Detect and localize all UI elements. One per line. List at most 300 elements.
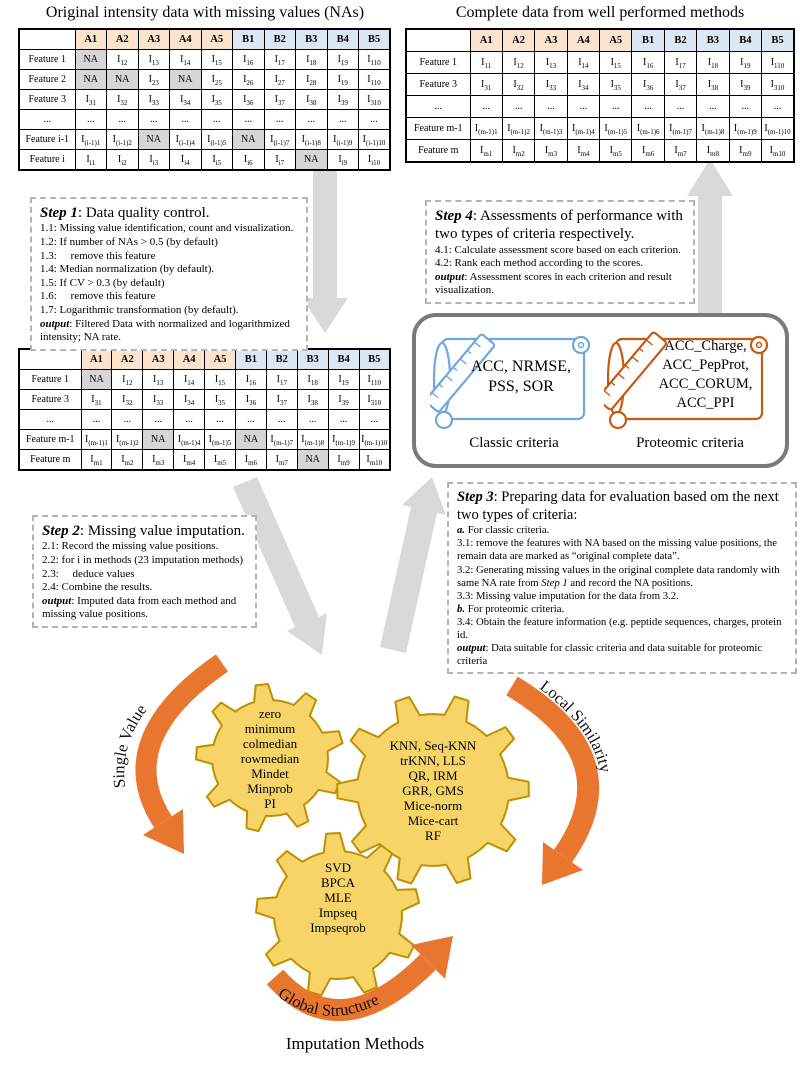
method-name: rowmedian: [240, 751, 300, 766]
value-cell: $I_{(m-1)10}$: [762, 118, 794, 140]
value-cell: ...: [502, 96, 534, 118]
value-cell: $I_{(m-1)9}$: [729, 118, 761, 140]
value-cell: $I_{i5}$: [201, 150, 233, 171]
row-label: Feature 3: [19, 390, 81, 410]
value-cell: $I_{(m-1)8}$: [697, 118, 729, 140]
value-cell: $I_{14}$: [174, 370, 205, 390]
step1-heading: Step 1: Data quality control.: [40, 205, 210, 221]
value-cell: $I_{m3}$: [143, 450, 174, 471]
value-cell: ...: [205, 410, 236, 430]
value-cell: $I_{110}$: [359, 50, 391, 70]
value-cell: $I_{15}$: [201, 50, 233, 70]
value-cell: $I_{(i-1)10}$: [359, 130, 391, 150]
value-cell: $I_{m3}$: [535, 140, 567, 163]
classic-criterion: PSS, SOR: [488, 378, 554, 395]
step2-line: output: Imputed data from each method and missing value positions.: [42, 594, 240, 621]
value-cell: $I_{310}$: [762, 74, 794, 96]
value-cell: $I_{m9}$: [328, 450, 359, 471]
value-cell: $I_{310}$: [359, 90, 391, 110]
value-cell: $I_{17}$: [664, 52, 696, 74]
column-header: A1: [75, 29, 107, 50]
value-cell: ...: [235, 410, 266, 430]
column-header: A2: [107, 29, 139, 50]
table-row: [19, 410, 390, 430]
step2-line: 2.4: Combine the results.: [42, 581, 153, 594]
value-cell: $I_{(m-1)2}$: [502, 118, 534, 140]
value-cell: ...: [75, 110, 107, 130]
row-label: Feature 1: [19, 50, 75, 70]
step2-line: 2.2: for i in methods (23 imputation methods): [42, 553, 244, 566]
value-cell: $I_{13}$: [143, 370, 174, 390]
value-cell: $I_{(m-1)7}$: [266, 430, 297, 450]
step3-line: 3.4: Obtain the feature information (e.g. peptide sequences, charges, protein id.: [457, 615, 785, 641]
value-cell: ...: [296, 110, 328, 130]
classic-criterion: ACC, NRMSE,: [470, 358, 572, 375]
value-cell: ...: [201, 110, 233, 130]
value-cell: $I_{18}$: [297, 370, 328, 390]
method-name: MLE: [324, 890, 352, 905]
left-table-title: Original intensity data with missing values (NAs): [45, 4, 365, 21]
value-cell: $I_{(m-1)7}$: [664, 118, 696, 140]
value-cell: $I_{i4}$: [170, 150, 202, 171]
method-name: colmedian: [242, 736, 298, 751]
row-label: Feature i: [19, 150, 75, 171]
method-name: zero: [258, 706, 282, 721]
value-cell: $I_{m10}$: [359, 450, 390, 471]
value-cell: ...: [264, 110, 296, 130]
corner-header: [19, 29, 75, 50]
value-cell: $I_{m1}$: [470, 140, 502, 163]
value-cell: $I_{m1}$: [81, 450, 112, 471]
value-cell: ...: [233, 110, 265, 130]
step3-line: b. For proteomic criteria.: [457, 602, 565, 615]
row-label: Feature 1: [406, 52, 470, 74]
column-header: B3: [296, 29, 328, 50]
table-row: [19, 450, 390, 471]
method-name: KNN, Seq-KNN: [389, 738, 477, 753]
step4-line: 4.1: Calculate assessment score based on each criterion.: [435, 243, 681, 256]
step4-box: [425, 200, 695, 304]
column-header: A1: [470, 29, 502, 52]
value-cell: $I_{32}$: [107, 90, 139, 110]
value-cell: $I_{36}$: [233, 90, 265, 110]
classic-criteria-label: Classic criteria: [469, 435, 559, 451]
value-cell: $I_{33}$: [138, 90, 170, 110]
value-cell: $I_{37}$: [266, 390, 297, 410]
value-cell: ...: [266, 410, 297, 430]
row-label: Feature 3: [406, 74, 470, 96]
column-header: B1: [233, 29, 265, 50]
step4-line: 4.2: Rank each method according to the scores.: [435, 257, 644, 270]
value-cell: ...: [535, 96, 567, 118]
na-cell: NA: [107, 70, 139, 90]
single-value-arrow-label: Single Value: [109, 700, 151, 789]
column-header: A5: [201, 29, 233, 50]
original-data-table: [18, 28, 391, 171]
value-cell: $I_{15}$: [205, 370, 236, 390]
local-similarity-arrow-label: Local Similarity: [536, 676, 616, 775]
value-cell: $I_{18}$: [296, 50, 328, 70]
method-name: trKNN, LLS: [400, 753, 466, 768]
step1-line: 1.4: Median normalization (by default).: [40, 263, 215, 276]
value-cell: $I_{m6}$: [235, 450, 266, 471]
value-cell: $I_{m7}$: [266, 450, 297, 471]
step3-line: 3.1: remove the features with NA based on the missing value positions, the remain data are marked as “original complete data”.: [457, 537, 780, 563]
right-table-title: Complete data from well performed methods: [455, 4, 745, 21]
column-header: A4: [567, 29, 599, 52]
value-cell: $I_{(m-1)8}$: [297, 430, 328, 450]
value-cell: $I_{110}$: [762, 52, 794, 74]
value-cell: $I_{16}$: [632, 52, 664, 74]
column-header: A1: [81, 349, 112, 370]
method-name: QR, IRM: [408, 768, 458, 783]
value-cell: ...: [143, 410, 174, 430]
value-cell: $I_{13}$: [138, 50, 170, 70]
na-cell: NA: [138, 130, 170, 150]
column-header: B3: [697, 29, 729, 52]
value-cell: $I_{36}$: [632, 74, 664, 96]
value-cell: $I_{(m-1)4}$: [567, 118, 599, 140]
value-cell: $I_{110}$: [359, 370, 390, 390]
value-cell: $I_{13}$: [535, 52, 567, 74]
value-cell: $I_{i10}$: [359, 150, 391, 171]
table-row: [19, 130, 390, 150]
table-row: [19, 70, 390, 90]
value-cell: $I_{17}$: [266, 370, 297, 390]
proteomic-criterion: ACC_Charge,: [664, 338, 747, 354]
value-cell: $I_{16}$: [235, 370, 266, 390]
table-row: [19, 90, 390, 110]
proteomic-criteria-label: Proteomic criteria: [636, 435, 744, 451]
value-cell: $I_{m2}$: [502, 140, 534, 163]
step1-line: 1.7: Logarithmic transformation (by default).: [40, 304, 239, 317]
value-cell: $I_{(m-1)6}$: [632, 118, 664, 140]
column-header: A5: [600, 29, 632, 52]
value-cell: $I_{m10}$: [762, 140, 794, 163]
value-cell: ...: [170, 110, 202, 130]
value-cell: $I_{33}$: [535, 74, 567, 96]
global-structure-arrow-label: Global Structure: [274, 983, 382, 1020]
value-cell: $I_{39}$: [327, 90, 359, 110]
proteomic-criterion: ACC_PPI: [676, 394, 735, 411]
column-header: B2: [264, 29, 296, 50]
column-header: B5: [359, 29, 391, 50]
column-header: A2: [112, 349, 143, 370]
value-cell: $I_{25}$: [201, 70, 233, 90]
column-header: A3: [143, 349, 174, 370]
value-cell: $I_{34}$: [567, 74, 599, 96]
value-cell: $I_{(m-1)1}$: [470, 118, 502, 140]
row-label: Feature 3: [19, 90, 75, 110]
step1-line: 1.3: remove this feature: [40, 249, 156, 262]
proteomic-criteria-list: [638, 337, 773, 412]
value-cell: $I_{(m-1)5}$: [205, 430, 236, 450]
value-cell: $I_{(m-1)9}$: [328, 430, 359, 450]
step1-line: output: Filtered Data with normalized and logarithmized intensity; NA rate.: [40, 317, 293, 344]
value-cell: $I_{35}$: [600, 74, 632, 96]
method-name: Impseqrob: [310, 920, 366, 935]
step4-heading: Step 4: Assessments of performance with two types of criteria respectively.: [435, 208, 683, 243]
value-cell: $I_{(m-1)2}$: [112, 430, 143, 450]
na-cell: NA: [75, 50, 107, 70]
value-cell: $I_{38}$: [297, 390, 328, 410]
value-cell: ...: [138, 110, 170, 130]
value-cell: $I_{12}$: [107, 50, 139, 70]
row-label: Feature m: [19, 450, 81, 471]
single-value-methods: [210, 706, 330, 811]
value-cell: $I_{23}$: [138, 70, 170, 90]
value-cell: $I_{39}$: [729, 74, 761, 96]
value-cell: ...: [174, 410, 205, 430]
value-cell: $I_{(i-1)5}$: [201, 130, 233, 150]
method-name: PI: [264, 796, 276, 811]
value-cell: $I_{m7}$: [664, 140, 696, 163]
value-cell: $I_{18}$: [697, 52, 729, 74]
column-header: B5: [762, 29, 794, 52]
value-cell: $I_{34}$: [170, 90, 202, 110]
value-cell: $I_{(i-1)1}$: [75, 130, 107, 150]
complete-data-table: [405, 28, 795, 163]
value-cell: ...: [470, 96, 502, 118]
row-label: ...: [406, 96, 470, 118]
table-row: [406, 52, 794, 74]
value-cell: $I_{32}$: [502, 74, 534, 96]
value-cell: $I_{34}$: [174, 390, 205, 410]
step1-line: 1.5: If CV > 0.3 (by default): [40, 276, 165, 289]
corner-header: [406, 29, 470, 52]
value-cell: $I_{32}$: [112, 390, 143, 410]
value-cell: ...: [762, 96, 794, 118]
step3-line: a. For classic criteria.: [457, 524, 550, 537]
value-cell: $I_{37}$: [664, 74, 696, 96]
value-cell: $I_{11}$: [470, 52, 502, 74]
value-cell: $I_{(m-1)4}$: [174, 430, 205, 450]
table-row: [406, 74, 794, 96]
value-cell: $I_{(m-1)10}$: [359, 430, 390, 450]
value-cell: $I_{19}$: [327, 50, 359, 70]
table-row: [19, 370, 390, 390]
value-cell: $I_{14}$: [567, 52, 599, 74]
value-cell: $I_{19}$: [327, 70, 359, 90]
classic-criteria-list: [456, 357, 586, 397]
row-label: ...: [19, 110, 75, 130]
value-cell: $I_{i7}$: [264, 150, 296, 171]
value-cell: $I_{i1}$: [75, 150, 107, 171]
step3-line: 3.2: Generating missing values in the original complete data randomly with same NA rate from Step 1 and record the NA positions.: [457, 563, 783, 589]
na-cell: NA: [297, 450, 328, 471]
value-cell: ...: [664, 96, 696, 118]
row-label: Feature i-1: [19, 130, 75, 150]
value-cell: $I_{(m-1)5}$: [600, 118, 632, 140]
flow-arrow-gears-to-step3: [380, 477, 446, 653]
value-cell: $I_{i6}$: [233, 150, 265, 171]
step3-line: 3.3: Missing value imputation for the data from 3.2.: [457, 589, 679, 602]
step1-box: [30, 197, 308, 351]
step2-box: [32, 515, 257, 628]
corner-header: [19, 349, 81, 370]
value-cell: $I_{m8}$: [697, 140, 729, 163]
column-header: A4: [170, 29, 202, 50]
criteria-box: [412, 313, 789, 468]
table-row: [19, 50, 390, 70]
step4-line: output: Assessment scores in each criterion and result visualization.: [435, 270, 675, 297]
column-header: B4: [327, 29, 359, 50]
value-cell: $I_{(i-1)9}$: [327, 130, 359, 150]
value-cell: $I_{17}$: [264, 50, 296, 70]
value-cell: $I_{i9}$: [327, 150, 359, 171]
value-cell: ...: [112, 410, 143, 430]
value-cell: $I_{39}$: [328, 390, 359, 410]
value-cell: $I_{(i-1)8}$: [296, 130, 328, 150]
na-cell: NA: [233, 130, 265, 150]
value-cell: $I_{m4}$: [174, 450, 205, 471]
method-name: Minprob: [247, 781, 293, 796]
table-row: [19, 150, 390, 171]
table-row: [406, 118, 794, 140]
value-cell: $I_{19}$: [328, 370, 359, 390]
na-cell: NA: [143, 430, 174, 450]
column-header: A3: [138, 29, 170, 50]
method-name: BPCA: [321, 875, 355, 890]
method-name: Impseq: [318, 905, 358, 920]
value-cell: $I_{m9}$: [729, 140, 761, 163]
value-cell: $I_{(i-1)7}$: [264, 130, 296, 150]
value-cell: $I_{37}$: [264, 90, 296, 110]
value-cell: ...: [359, 410, 390, 430]
method-name: Mice-norm: [403, 798, 463, 813]
column-header: A5: [205, 349, 236, 370]
value-cell: $I_{35}$: [201, 90, 233, 110]
value-cell: $I_{26}$: [233, 70, 265, 90]
step1-line: 1.2: If number of NAs > 0.5 (by default): [40, 235, 218, 248]
na-cell: NA: [235, 430, 266, 450]
value-cell: $I_{19}$: [729, 52, 761, 74]
figure-caption: Imputation Methods: [285, 1034, 425, 1053]
na-cell: NA: [170, 70, 202, 90]
row-label: Feature m-1: [406, 118, 470, 140]
value-cell: $I_{m6}$: [632, 140, 664, 163]
value-cell: $I_{35}$: [205, 390, 236, 410]
value-cell: $I_{(i-1)4}$: [170, 130, 202, 150]
row-label: Feature m-1: [19, 430, 81, 450]
row-label: Feature 1: [19, 370, 81, 390]
column-header: B4: [729, 29, 761, 52]
value-cell: ...: [600, 96, 632, 118]
column-header: B4: [328, 349, 359, 370]
column-header: A3: [535, 29, 567, 52]
table-row: [19, 390, 390, 410]
value-cell: ...: [632, 96, 664, 118]
filtered-data-table: [18, 348, 391, 471]
column-header: B1: [235, 349, 266, 370]
table-row: [406, 140, 794, 163]
value-cell: ...: [729, 96, 761, 118]
value-cell: ...: [328, 410, 359, 430]
column-header: B3: [297, 349, 328, 370]
row-label: Feature 2: [19, 70, 75, 90]
value-cell: $I_{110}$: [359, 70, 391, 90]
value-cell: $I_{31}$: [81, 390, 112, 410]
column-header: B2: [266, 349, 297, 370]
value-cell: $I_{12}$: [112, 370, 143, 390]
method-name: Mice-cart: [407, 813, 459, 828]
column-header: A2: [502, 29, 534, 52]
step1-line: 1.6: remove this feature: [40, 290, 156, 303]
na-cell: NA: [296, 150, 328, 171]
value-cell: ...: [697, 96, 729, 118]
method-name: minimum: [244, 721, 296, 736]
value-cell: $I_{28}$: [296, 70, 328, 90]
value-cell: $I_{31}$: [75, 90, 107, 110]
value-cell: $I_{38}$: [296, 90, 328, 110]
value-cell: $I_{i2}$: [107, 150, 139, 171]
column-header: B1: [632, 29, 664, 52]
table-row: [19, 430, 390, 450]
value-cell: $I_{i3}$: [138, 150, 170, 171]
method-name: RF: [425, 828, 441, 843]
step2-line: 2.1: Record the missing value positions.: [42, 540, 219, 553]
proteomic-criterion: ACC_PepProt,: [662, 356, 749, 373]
value-cell: $I_{33}$: [143, 390, 174, 410]
value-cell: $I_{m4}$: [567, 140, 599, 163]
value-cell: ...: [107, 110, 139, 130]
value-cell: $I_{16}$: [233, 50, 265, 70]
value-cell: ...: [327, 110, 359, 130]
na-cell: NA: [75, 70, 107, 90]
value-cell: $I_{(i-1)2}$: [107, 130, 139, 150]
step3-line: output: Data suitable for classic criteria and data suitable for proteomic criteria: [457, 641, 765, 667]
row-label: ...: [19, 410, 81, 430]
value-cell: ...: [81, 410, 112, 430]
step3-heading: Step 3: Preparing data for evaluation based om the next two types of criteria:: [457, 489, 779, 523]
method-name: GRR, GMS: [402, 783, 464, 798]
value-cell: $I_{36}$: [235, 390, 266, 410]
method-name: SVD: [324, 860, 351, 875]
column-header: B2: [664, 29, 696, 52]
local-similarity-methods: [363, 738, 503, 843]
column-header: A4: [174, 349, 205, 370]
value-cell: $I_{12}$: [502, 52, 534, 74]
step3-box: [447, 482, 797, 674]
value-cell: ...: [359, 110, 391, 130]
value-cell: $I_{m5}$: [600, 140, 632, 163]
step1-line: 1.1: Missing value identification, count and visualization.: [40, 222, 294, 235]
value-cell: ...: [297, 410, 328, 430]
value-cell: $I_{14}$: [170, 50, 202, 70]
value-cell: $I_{m5}$: [205, 450, 236, 471]
value-cell: $I_{15}$: [600, 52, 632, 74]
value-cell: ...: [567, 96, 599, 118]
value-cell: $I_{31}$: [470, 74, 502, 96]
column-header: B5: [359, 349, 390, 370]
value-cell: $I_{(m-1)3}$: [535, 118, 567, 140]
flow-arrow-original-to-filtered: [302, 168, 348, 333]
value-cell: $I_{(m-1)1}$: [81, 430, 112, 450]
value-cell: $I_{38}$: [697, 74, 729, 96]
proteomic-criterion: ACC_CORUM,: [658, 375, 753, 392]
row-label: Feature m: [406, 140, 470, 163]
value-cell: $I_{27}$: [264, 70, 296, 90]
method-name: Mindet: [251, 766, 289, 781]
value-cell: $I_{m2}$: [112, 450, 143, 471]
value-cell: $I_{310}$: [359, 390, 390, 410]
na-cell: NA: [81, 370, 112, 390]
step2-heading: Step 2: Missing value imputation.: [42, 523, 245, 539]
table-row: [406, 96, 794, 118]
global-structure-methods: [278, 860, 398, 935]
table-row: [19, 110, 390, 130]
step2-line: 2.3: deduce values: [42, 567, 135, 580]
